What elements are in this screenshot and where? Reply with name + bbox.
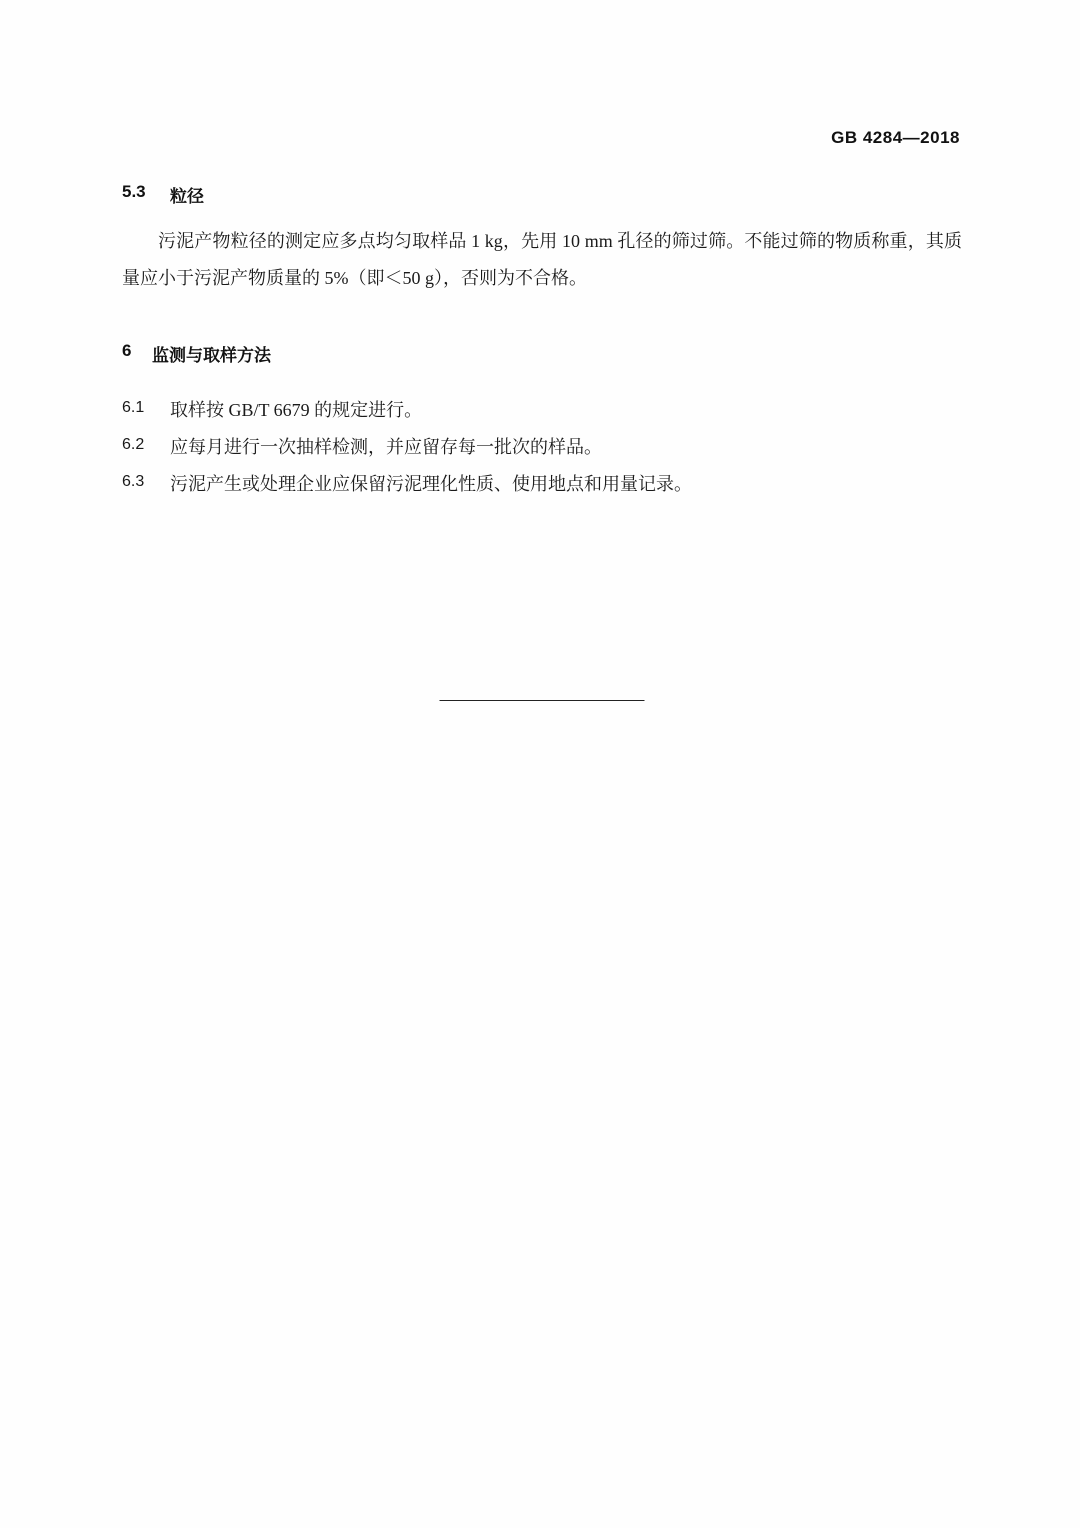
section-number-6: 6 [122,340,132,360]
section-number-5-3: 5.3 [122,182,146,201]
section-heading-6 [122,341,962,366]
section-heading-5-3 [122,182,962,207]
list-item-text: 污泥产生或处理企业应保留污泥理化性质、使用地点和用量记录。 [170,473,692,494]
list-item-number: 6.3 [122,472,145,490]
section-paragraph-5-3: 污泥产物粒径的测定应多点均匀取样品 1 kg，先用 10 mm 孔径的筛过筛。不能过筛的物质称重，其质量应小于污泥产物质量的 5%（即＜50 g），否则为不合格。 [122,231,962,288]
list-item [122,429,962,466]
list-item-number: 6.2 [122,435,145,453]
list-item-text: 取样按 GB/T 6679 的规定进行。 [170,399,423,420]
section-title-5-3: 粒径 [170,187,204,206]
section-title-6: 监测与取样方法 [152,345,271,365]
end-of-document-rule [440,700,645,701]
page-header-standard-code: GB 4284—2018 [831,128,960,147]
list-item-text: 应每月进行一次抽样检测，并应留存每一批次的样品。 [170,436,602,457]
section-6-item-list [122,392,962,503]
list-item [122,392,962,429]
list-item-number: 6.1 [122,398,145,416]
list-item [122,466,962,503]
document-content [122,182,962,502]
